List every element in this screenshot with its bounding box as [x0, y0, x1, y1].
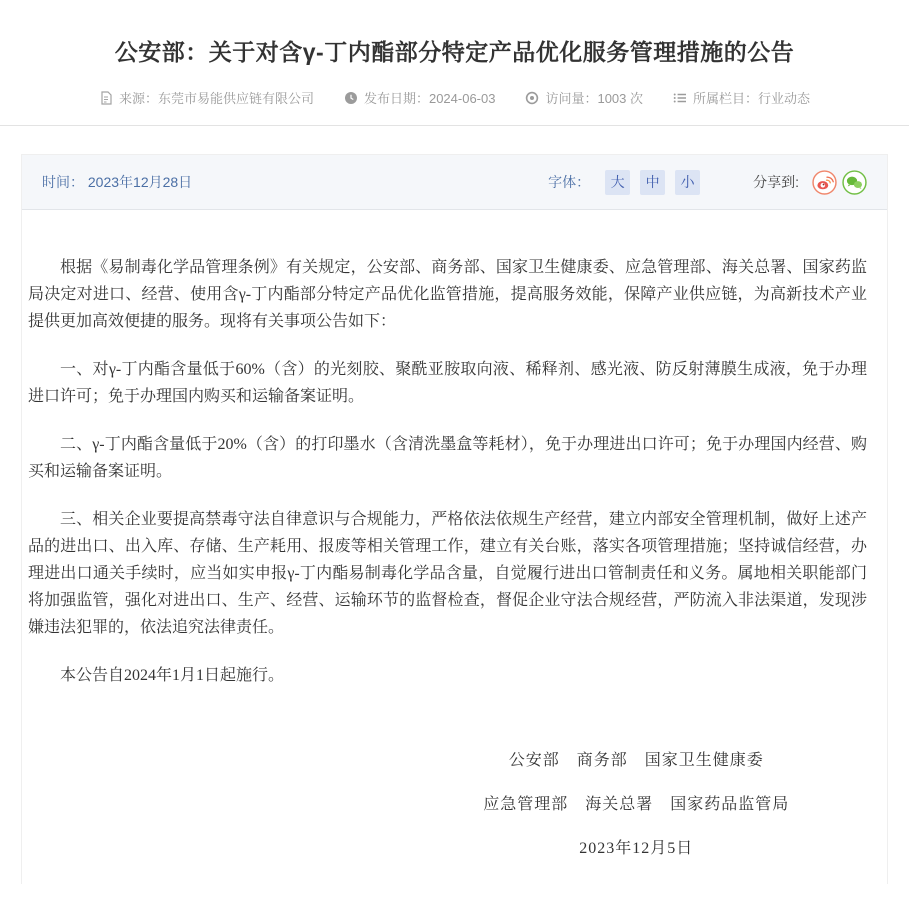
meta-views — [525, 88, 643, 107]
header-divider — [0, 125, 909, 126]
meta-views-label: 访问量：1003 次 — [545, 91, 644, 106]
weibo-share-icon[interactable] — [812, 170, 837, 195]
signature-line: 公安部 商务部 国家卫生健康委 — [508, 752, 764, 769]
article-body — [22, 210, 887, 871]
font-size-label: 字体： — [548, 174, 591, 190]
wechat-share-icon[interactable] — [842, 170, 867, 195]
page-title: 公安部：关于对含γ-丁内酯部分特定产品优化服务管理措施的公告 — [114, 39, 795, 65]
document-icon — [99, 91, 113, 105]
time-label: 时间： — [42, 174, 84, 190]
font-size-medium-button[interactable]: 中 — [640, 170, 665, 195]
article-paragraph: 本公告自2024年1月1日起施行。 — [60, 667, 285, 684]
signature-date: 2023年12月5日 — [579, 840, 694, 857]
article-paragraph: 根据《易制毒化学品管理条例》有关规定，公安部、商务部、国家卫生健康委、应急管理部、海关总署、国家药监局决定对进口、经营、使用含γ-丁内酯部分特定产品优化监管措施，提高服务效能，保障产业供应链，为高新技术产业提供更加高效便捷的服务。现将有关事项公告如下： — [28, 259, 867, 330]
meta-row — [0, 88, 909, 107]
meta-category-label: 所属栏目：行业动态 — [693, 91, 811, 106]
meta-category — [673, 88, 810, 107]
meta-source — [99, 88, 314, 107]
signature-block — [406, 739, 867, 871]
article-toolbar — [22, 155, 887, 210]
meta-publish-date — [344, 88, 496, 107]
signature-line: 应急管理部 海关总署 国家药品监管局 — [483, 796, 790, 813]
font-size-large-button[interactable]: 大 — [605, 170, 630, 195]
time-value: 2023年12月28日 — [87, 174, 193, 190]
article-paragraph: 二、γ-丁内酯含量低于20%（含）的打印墨水（含清洗墨盒等耗材），免于办理进出口许可；免于办理国内经营、购买和运输备案证明。 — [28, 436, 867, 480]
meta-source-label: 来源：东莞市易能供应链有限公司 — [118, 91, 314, 106]
font-size-small-button[interactable]: 小 — [675, 170, 700, 195]
share-label: 分享到: — [753, 174, 799, 190]
article-paragraph: 一、对γ-丁内酯含量低于60%（含）的光刻胶、聚酰亚胺取向液、稀释剂、感光液、防反射薄膜生成液，免于办理进口许可；免于办理国内购买和运输备案证明。 — [28, 361, 867, 405]
time-row — [42, 172, 192, 192]
article-paragraph: 三、相关企业要提高禁毒守法自律意识与合规能力，严格依法依规生产经营，建立内部安全管理机制，做好上述产品的进出口、出入库、存储、生产耗用、报废等相关管理工作，建立有关台账，落实各项管理措施；坚持诚信经营，办理进出口通关手续时，应当如实申报γ-丁内酯易制毒化学品含量，自觉履行进出口管制责任和义务。属地相关职能部门将加强监管，强化对进出口、生产、经营、运输环节的监督检查，督促企业守法合规经营，严防流入非法渠道，发现涉嫌违法犯罪的，依法追究法律责任。 — [28, 511, 867, 636]
clock-icon — [344, 91, 358, 105]
list-icon — [673, 91, 687, 105]
views-icon — [525, 91, 539, 105]
meta-publish-date-label: 发布日期：2024-06-03 — [363, 91, 496, 106]
content-box — [21, 154, 888, 884]
